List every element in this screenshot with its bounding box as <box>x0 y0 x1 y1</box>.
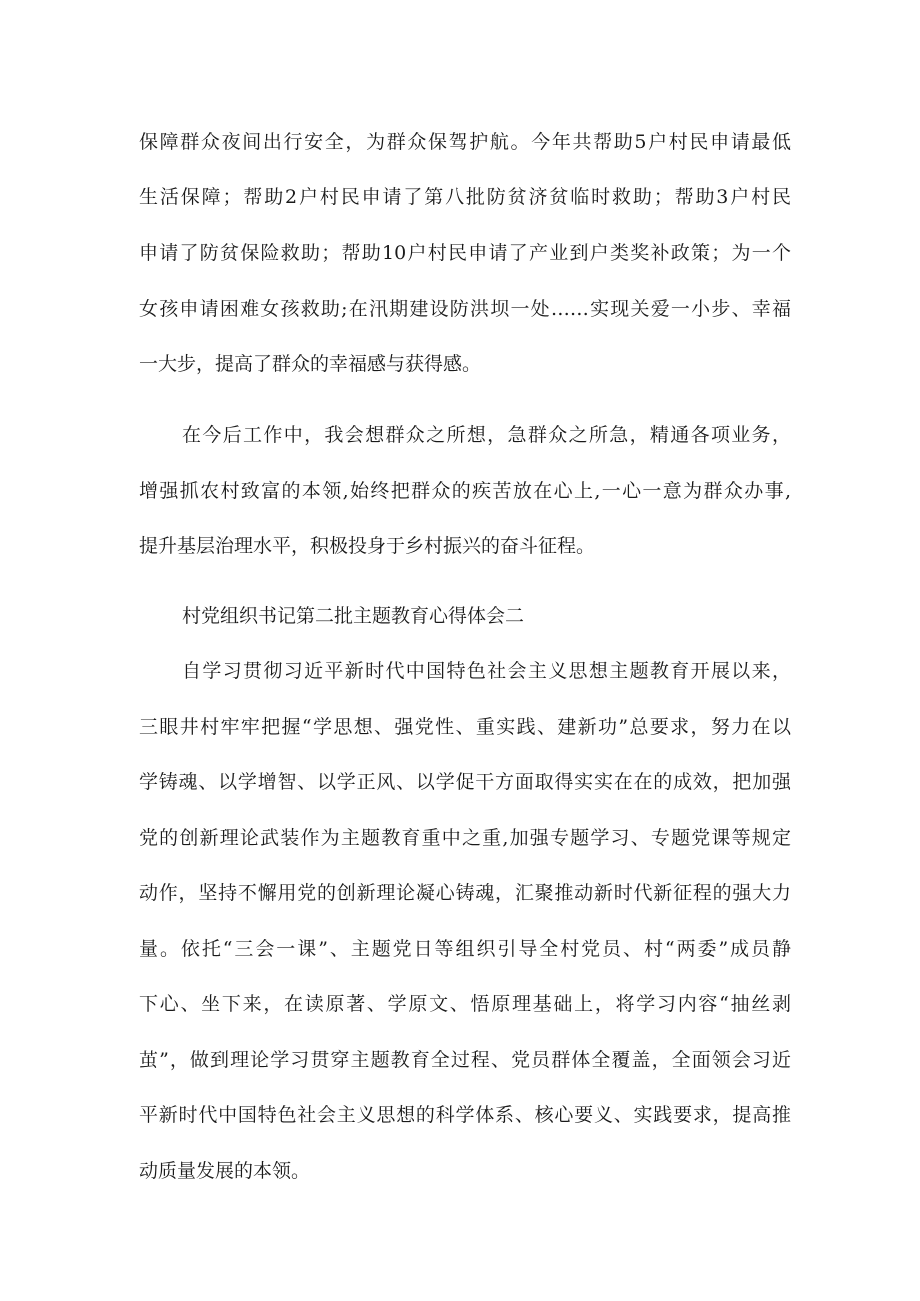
paragraph-3-line-8: 茧”，做到理论学习贯穿主题教育全过程、党员群体全覆盖，全面领会习近 <box>139 1049 791 1071</box>
paragraph-3-line-3: 学铸魂、以学增智、以学正风、以学促干方面取得实实在在的成效，把加强 <box>139 771 791 793</box>
paragraph-1-line-3: 申请了防贫保险救助；帮助10户村民申请了产业到户类奖补政策；为一个 <box>139 242 791 264</box>
paragraph-3-line-7: 下心、坐下来，在读原著、学原文、悟原理基础上，将学习内容“抽丝剥 <box>139 993 791 1015</box>
paragraph-3-line-2: 三眼井村牢牢把握“学思想、强党性、重实践、建新功”总要求，努力在以 <box>139 716 791 738</box>
paragraph-2-line-2: 增强抓农村致富的本领,始终把群众的疾苦放在心上,一心一意为群众办事, <box>139 480 791 502</box>
paragraph-2-line-1: 在今后工作中，我会想群众之所想，急群众之所急，精通各项业务， <box>182 424 791 446</box>
paragraph-3-line-4: 党的创新理论武装作为主题教育重中之重,加强专题学习、专题党课等规定 <box>139 827 791 849</box>
paragraph-1-line-1: 保障群众夜间出行安全，为群众保驾护航。今年共帮助5户村民申请最低 <box>139 131 791 153</box>
paragraph-3-line-1: 自学习贯彻习近平新时代中国特色社会主义思想主题教育开展以来， <box>182 660 791 682</box>
paragraph-3-line-5: 动作，坚持不懈用党的创新理论凝心铸魂，汇聚推动新时代新征程的强大力 <box>139 882 791 904</box>
paragraph-1-line-5: 一大步，提高了群众的幸福感与获得感。 <box>139 353 482 375</box>
section-title: 村党组织书记第二批主题教育心得体会二 <box>182 605 525 627</box>
paragraph-1-line-4: 女孩申请困难女孩救助;在汛期建设防洪坝一处……实现关爱一小步、幸福 <box>139 298 791 320</box>
paragraph-1-line-2: 生活保障；帮助2户村民申请了第八批防贫济贫临时救助；帮助3户村民 <box>139 186 791 208</box>
paragraph-3-line-6: 量。依托“三会一课”、主题党日等组织引导全村党员、村“两委”成员静 <box>139 938 791 960</box>
paragraph-3-line-9: 平新时代中国特色社会主义思想的科学体系、核心要义、实践要求，提高推 <box>139 1104 791 1126</box>
paragraph-2-line-3: 提升基层治理水平，积极投身于乡村振兴的奋斗征程。 <box>139 535 596 557</box>
paragraph-3-line-10: 动质量发展的本领。 <box>139 1160 311 1182</box>
